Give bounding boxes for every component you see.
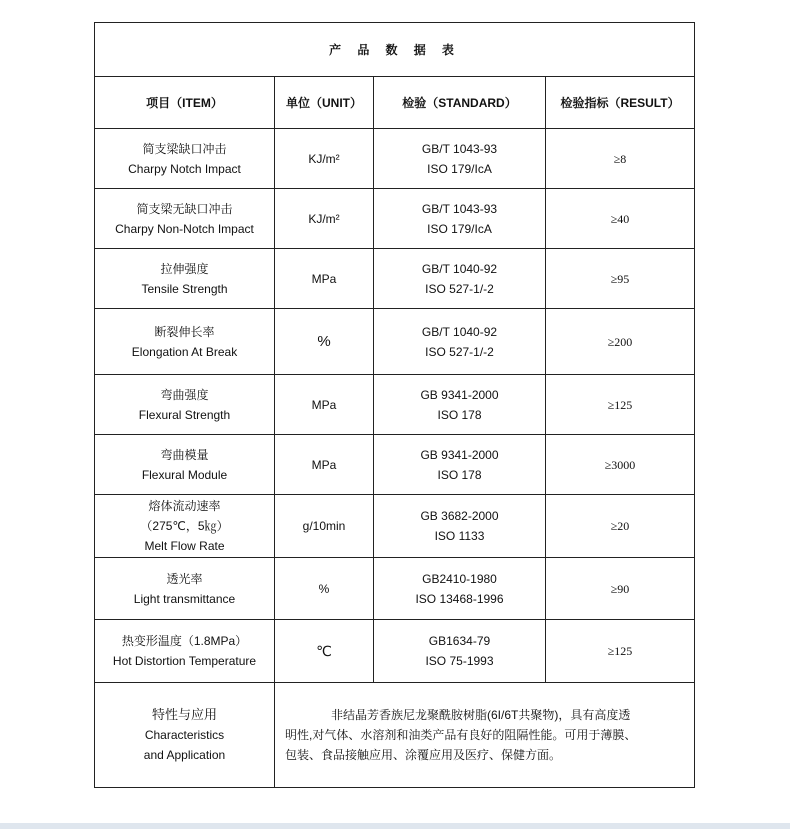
application-text-line-1: 非结晶芳香族尼龙聚酰胺树脂(6I/6T共聚物)，具有高度透 xyxy=(331,708,631,722)
table-title: 产 品 数 据 表 xyxy=(95,23,695,77)
standard-cell xyxy=(374,495,546,558)
header-result: 检验指标（RESULT） xyxy=(546,77,695,129)
standard-gb: GB 9341-2000 xyxy=(420,447,499,462)
unit-cell: MPa xyxy=(275,375,374,435)
standard-cell xyxy=(374,129,546,189)
table-row xyxy=(95,249,695,309)
standard-cell xyxy=(374,309,546,375)
application-label-en-1: Characteristics xyxy=(144,728,225,742)
standard-gb: GB 9341-2000 xyxy=(420,387,499,402)
item-cell xyxy=(95,129,275,189)
unit-cell: % xyxy=(275,558,374,620)
item-name-cn: 弯曲模量 xyxy=(160,447,209,462)
standard-iso: ISO 179/IcA xyxy=(427,221,492,236)
result-cell: ≥90 xyxy=(546,558,695,620)
standard-iso: ISO 178 xyxy=(437,407,482,422)
item-name-cn: 热变形温度（1.8MPa） xyxy=(121,634,248,648)
table-row xyxy=(95,129,695,189)
result-cell: ≥40 xyxy=(546,189,695,249)
result-cell: ≥125 xyxy=(546,620,695,683)
unit-cell: KJ/m² xyxy=(275,129,374,189)
result-cell: ≥8 xyxy=(546,129,695,189)
item-cell xyxy=(95,435,275,495)
item-name-en: Light transmittance xyxy=(133,591,236,606)
standard-iso: ISO 527-1/-2 xyxy=(425,281,494,296)
standard-gb: GB2410-1980 xyxy=(422,571,497,586)
item-name-cn: 简支梁缺口冲击 xyxy=(142,141,227,156)
product-data-table xyxy=(94,22,695,788)
table-row xyxy=(95,309,695,375)
application-label-cn: 特性与应用 xyxy=(151,707,217,722)
standard-iso: ISO 13468-1996 xyxy=(415,591,504,606)
item-name-cn: 拉伸强度 xyxy=(160,261,209,276)
unit-cell: MPa xyxy=(275,435,374,495)
header-item: 项目（ITEM） xyxy=(95,77,275,129)
unit-cell: MPa xyxy=(275,249,374,309)
item-name-en: Charpy Non-Notch Impact xyxy=(115,221,254,236)
table-row xyxy=(95,375,695,435)
unit-cell: KJ/m² xyxy=(275,189,374,249)
header-standard: 检验（STANDARD） xyxy=(374,77,546,129)
result-cell: ≥3000 xyxy=(546,435,695,495)
item-cell xyxy=(95,375,275,435)
result-cell: ≥125 xyxy=(546,375,695,435)
standard-gb: GB1634-79 xyxy=(428,634,491,648)
standard-cell xyxy=(374,249,546,309)
item-cell xyxy=(95,189,275,249)
standard-gb: GB 3682-2000 xyxy=(420,509,499,523)
item-name-en: Flexural Module xyxy=(141,467,228,482)
item-name-en: Melt Flow Rate xyxy=(144,539,225,553)
item-name-en: Hot Distortion Temperature xyxy=(112,654,257,668)
item-name-cn: 熔体流动速率 xyxy=(148,499,221,513)
standard-gb: GB/T 1043-93 xyxy=(421,201,498,216)
standard-gb: GB/T 1040-92 xyxy=(421,261,498,276)
standard-iso: ISO 527-1/-2 xyxy=(425,344,494,359)
header-unit: 单位（UNIT） xyxy=(275,77,374,129)
table-row xyxy=(95,620,695,683)
page-bottom-band xyxy=(0,823,790,829)
item-name-cn: 弯曲强度 xyxy=(160,387,209,402)
table-row xyxy=(95,495,695,558)
item-cell xyxy=(95,558,275,620)
standard-gb: GB/T 1043-93 xyxy=(421,141,498,156)
item-name-cn: 简支梁无缺口冲击 xyxy=(136,201,233,216)
table-row xyxy=(95,435,695,495)
item-name-en: Charpy Notch Impact xyxy=(128,161,241,176)
unit-cell: ℃ xyxy=(275,620,374,683)
result-cell: ≥200 xyxy=(546,309,695,375)
standard-iso: ISO 75-1993 xyxy=(425,654,494,668)
item-cell xyxy=(95,620,275,683)
standard-cell xyxy=(374,620,546,683)
item-name-cn: 断裂伸长率 xyxy=(154,324,215,339)
application-text-line-3: 包装、食品接触应用、涂覆应用及医疗、保健方面。 xyxy=(285,748,562,762)
item-name-en: Tensile Strength xyxy=(141,281,228,296)
application-row xyxy=(95,683,695,788)
item-condition: （275℃，5㎏） xyxy=(140,519,229,533)
application-description xyxy=(275,683,695,788)
application-label-en-2: and Application xyxy=(143,748,226,762)
item-name-cn: 透光率 xyxy=(166,571,203,586)
standard-cell xyxy=(374,189,546,249)
item-cell xyxy=(95,495,275,558)
unit-cell: % xyxy=(275,309,374,375)
item-name-en: Flexural Strength xyxy=(138,407,231,422)
standard-iso: ISO 179/IcA xyxy=(427,161,492,176)
standard-iso: ISO 178 xyxy=(437,467,482,482)
standard-cell xyxy=(374,375,546,435)
standard-cell xyxy=(374,435,546,495)
application-text-line-2: 明性,对气体、水溶剂和油类产品有良好的阻隔性能。可用于薄膜、 xyxy=(285,728,637,742)
item-cell xyxy=(95,309,275,375)
item-cell xyxy=(95,249,275,309)
result-cell: ≥20 xyxy=(546,495,695,558)
standard-iso: ISO 1133 xyxy=(434,529,485,543)
table-row xyxy=(95,189,695,249)
standard-cell xyxy=(374,558,546,620)
result-cell: ≥95 xyxy=(546,249,695,309)
table-row xyxy=(95,558,695,620)
item-name-en: Elongation At Break xyxy=(131,344,238,359)
application-label-cell xyxy=(95,683,275,788)
unit-cell: g/10min xyxy=(275,495,374,558)
standard-gb: GB/T 1040-92 xyxy=(421,324,498,339)
